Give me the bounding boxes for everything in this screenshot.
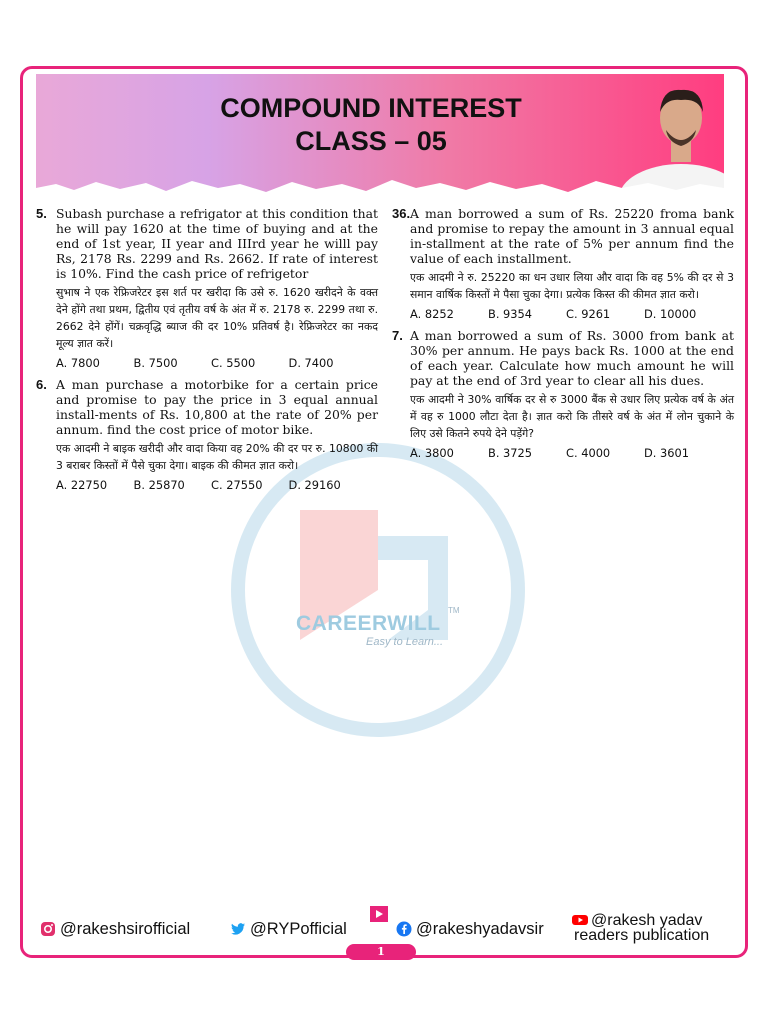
twitter-icon: [230, 921, 246, 937]
watermark-trademark: TM: [448, 606, 460, 615]
question-number: 5.: [36, 206, 47, 221]
questions-column-left: [36, 206, 378, 499]
option-a: A. 3800: [410, 446, 454, 460]
questions-column-right: [392, 206, 734, 467]
question-text-hindi: एक आदमी ने रु. 25220 का धन उधार लिया और वादा कि वह 5% की दर से 3 समान वार्षिक किस्तों मे पैसा चुका देगा। प्रत्येक किस्त की कीमत ज्ञात करो।: [410, 271, 734, 301]
instagram-icon: [40, 921, 56, 937]
watermark-brand: CAREERWILL: [296, 612, 441, 635]
option-d: D. 29160: [288, 478, 341, 492]
option-a: A. 7800: [56, 356, 100, 370]
answer-options: [56, 478, 378, 493]
option-b: B. 7500: [133, 356, 178, 370]
option-c: C. 9261: [566, 307, 611, 321]
option-d: D. 10000: [644, 307, 697, 321]
page-number: 1: [346, 944, 416, 960]
option-a: A. 8252: [410, 307, 454, 321]
footer-twitter[interactable]: [230, 912, 347, 946]
option-c: C. 4000: [566, 446, 611, 460]
question-5: [36, 206, 378, 371]
torn-paper-edge: [36, 172, 724, 198]
question-number: 7.: [392, 328, 403, 343]
youtube-channel: @rakesh yadav: [591, 911, 703, 929]
question-36: [392, 206, 734, 322]
footer-facebook[interactable]: [396, 912, 544, 946]
question-number: 6.: [36, 377, 47, 392]
option-c: C. 5500: [211, 356, 256, 370]
watermark-tagline: Easy to Learn...: [366, 636, 444, 648]
publisher-name: readers publication: [574, 927, 710, 944]
question-text: A man borrowed a sum of Rs. 25220 froma bank and promise to repay the amount in 3 annual equal in-stallment at the rate of 5% per annum find the value of each installment.: [410, 206, 734, 266]
option-b: B. 3725: [488, 446, 533, 460]
question-text-hindi: एक आदमी ने 30% वार्षिक दर से रु 3000 बैंक से उधार लिए प्रत्येक वर्ष के अंत में वह रु 1000 लौटा देता है। ज्ञात करो कि तीसरे वर्ष के अंत में लोन चुकाने के लिए उसे कितने रुपये देने पड़ेंगे?: [410, 393, 734, 440]
option-c: C. 27550: [211, 478, 263, 492]
page-title: [206, 92, 536, 158]
question-text-hindi: एक आदमी ने बाइक खरीदी और वादा किया वह 20% की दर पर रु. 10800 की 3 बराबर किस्तों में पैसे चुका देगा। बाइक की कीमत ज्ञात करो।: [56, 442, 378, 472]
question-6: [36, 377, 378, 493]
option-d: D. 7400: [288, 356, 334, 370]
facebook-handle: @rakeshyadavsir: [416, 919, 544, 938]
answer-options: [56, 356, 378, 371]
option-b: B. 9354: [488, 307, 533, 321]
twitter-handle: @RYPofficial: [250, 919, 347, 938]
question-text: Subash purchase a refrigator at this condition that he will pay 1620 at the time of buying and at the end of 1st year, II year and IIIrd year he willl pay Rs, 2178 Rs. 2299 and Rs. 2662. If rate of interest is 10%. Find the cash price of refrigetor: [56, 206, 378, 281]
play-logo-icon: [368, 904, 398, 926]
answer-options: [410, 446, 734, 461]
option-d: D. 3601: [644, 446, 690, 460]
instagram-handle: @rakeshsirofficial: [60, 919, 191, 938]
answer-options: [410, 307, 734, 322]
question-text-hindi: सुभाष ने एक रेफ्रिजरेटर इस शर्त पर खरीदा कि उसे रु. 1620 खरीदने के वक्त देने होंगे तथा प्रथम, द्वितीय एवं तृतीय वर्ष के अंत में रु. 2178 रु. 2299 तथा रु. 2662 देने होंगें। चक्रवृद्धि ब्याज की दर 10% प्रतिवर्ष है। रेफ्रिजरेटर का नकद मूल्य ज्ञात करें।: [56, 286, 378, 350]
option-a: A. 22750: [56, 478, 108, 492]
option-b: B. 25870: [133, 478, 185, 492]
title-line-1: COMPOUND INTEREST: [220, 93, 522, 123]
footer-instagram[interactable]: [40, 912, 190, 946]
question-number: 36.: [392, 206, 411, 221]
question-text: A man purchase a motorbike for a certain price and promise to pay the price in 3 equal annual install-ments of Rs. 10,800 at the rate of 20% per annum. find the cost price of motor bike.: [56, 377, 378, 437]
facebook-icon: [396, 921, 412, 937]
youtube-icon: [572, 912, 588, 928]
question-text: A man borrowed a sum of Rs. 3000 from bank at 30% per annum. He pays back Rs. 1000 at the end of each year. Calculate how much amount he will pay at the end of 3rd year to clear all his dues.: [410, 328, 734, 388]
header-banner: [36, 74, 724, 198]
title-line-2: CLASS – 05: [295, 126, 447, 156]
question-7: [392, 328, 734, 461]
footer-youtube[interactable]: [572, 912, 709, 943]
